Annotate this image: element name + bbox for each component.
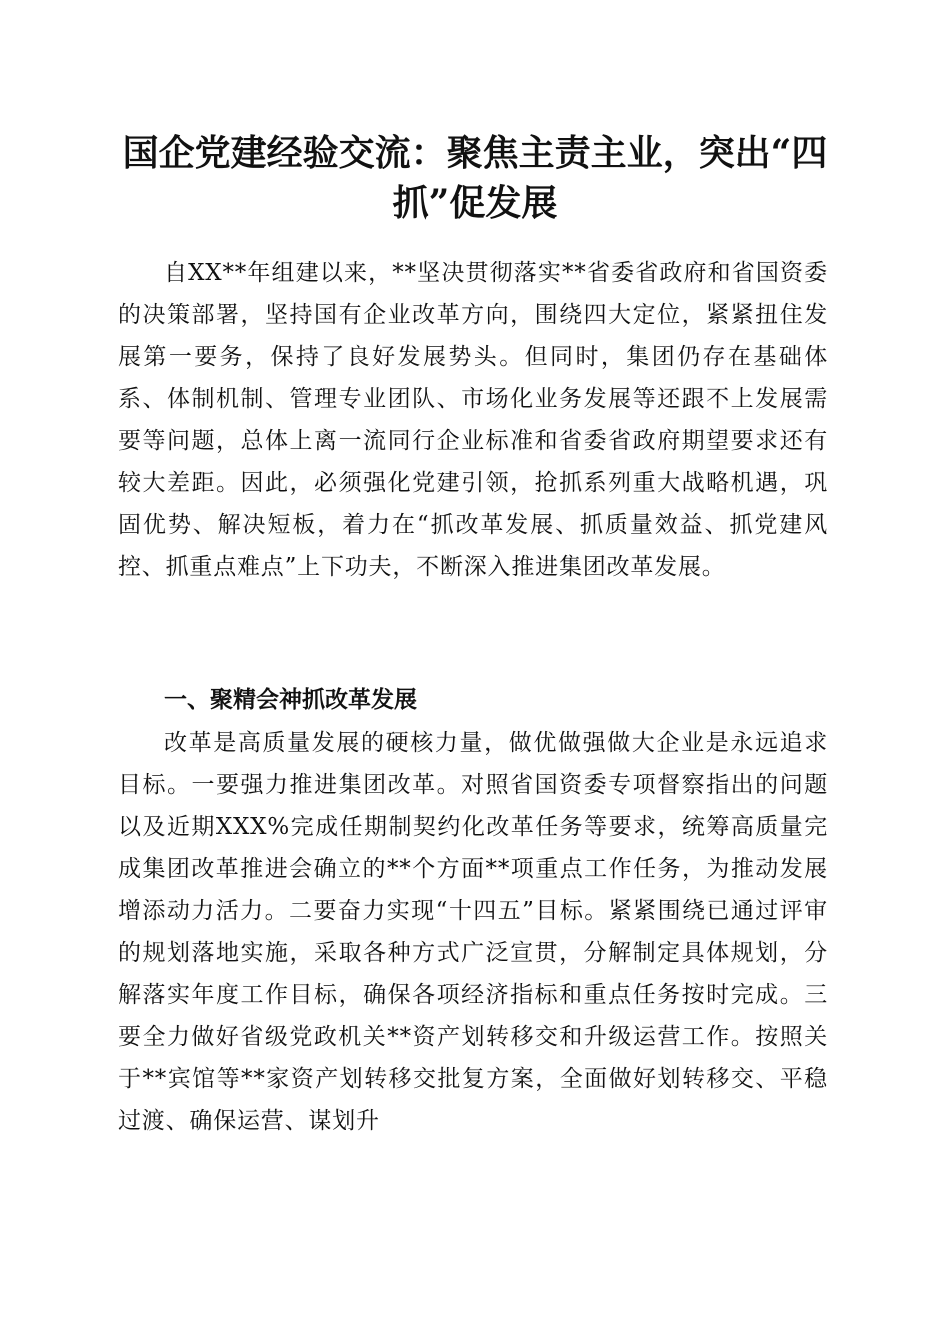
document-title: 国企党建经验交流：聚焦主责主业，突出“四抓”促发展	[122, 132, 828, 224]
section-heading: 一、聚精会神抓改革发展	[164, 687, 417, 713]
intro-paragraph: 自XX**年组建以来，**坚决贯彻落实**省委省政府和省国资委的决策部署，坚持国有企业改革方向，围绕四大定位，紧紧扭住发展第一要务，保持了良好发展势头。但同时，集团仍存在基础体系、体制机制、管理专业团队、市场化业务发展等还跟不上发展需要等问题，总体上离一流同行企业标准和省委省政府期望要求还有较大差距。因此，必须强化党建引领，抢抓系列重大战略机遇，巩固优势、解决短板，着力在“抓改革发展、抓质量效益、抓党建风控、抓重点难点”上下功夫，不断深入推进集团改革发展。	[118, 260, 828, 580]
section-paragraph: 改革是高质量发展的硬核力量，做优做强做大企业是永远追求目标。一要强力推进集团改革。对照省国资委专项督察指出的问题以及近期XXX%完成任期制契约化改革任务等要求，统筹高质量完成集团改革推进会确立的**个方面**项重点工作任务，为推动发展增添动力活力。二要奋力实现“十四五”目标。紧紧围绕已通过评审的规划落地实施，采取各种方式广泛宣贯，分解制定具体规划，分解落实年度工作目标，确保各项经济指标和重点任务按时完成。三要全力做好省级党政机关**资产划转移交和升级运营工作。按照关于**宾馆等**家资产划转移交批复方案，全面做好划转移交、平稳过渡、确保运营、谋划升	[118, 730, 828, 1134]
